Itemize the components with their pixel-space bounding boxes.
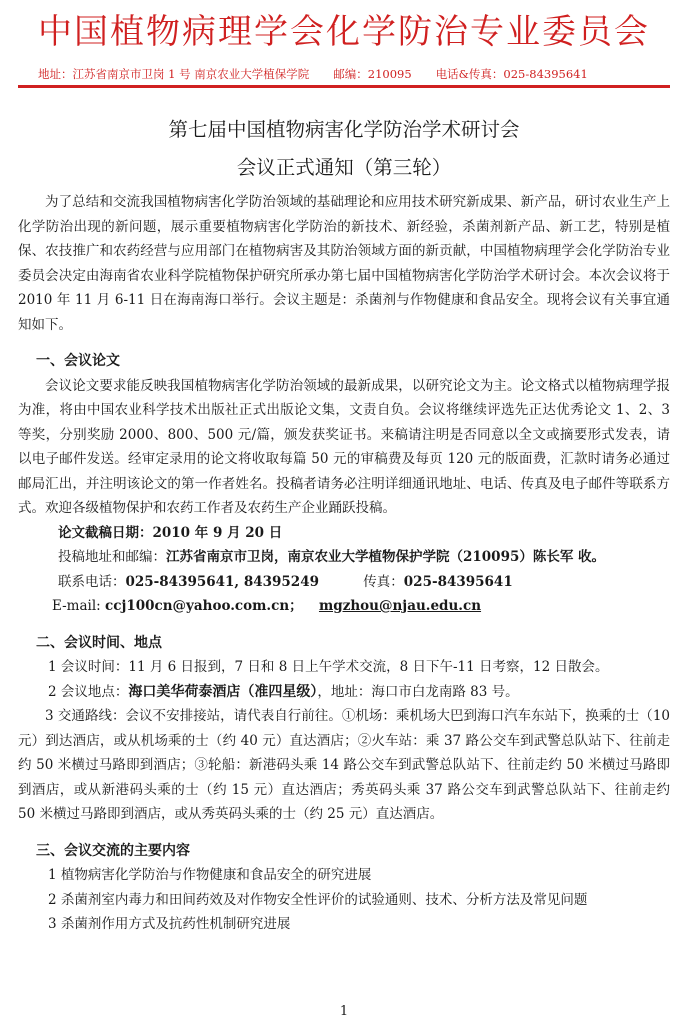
section-1-heading: 一、会议论文 <box>36 353 120 369</box>
topic-item: 2 杀菌剂室内毒力和田间药效及对作物安全性评价的试验通则、技术、分析方法及常见问题 <box>48 891 588 908</box>
place-prefix: 2 会议地点： <box>48 683 129 700</box>
email-label: E-mail: <box>52 598 101 614</box>
meeting-place <box>48 680 670 705</box>
topic-item: 1 植物病害化学防治与作物健康和食品安全的研究进展 <box>48 867 372 883</box>
email-line <box>52 594 670 619</box>
section-2-heading: 二、会议时间、地点 <box>36 634 162 651</box>
phone-value: 025-84395641, 84395249 <box>125 573 319 590</box>
hotel-name: 海口美华荷泰酒店（准四星级） <box>128 683 318 700</box>
org-name-header: 中国植物病理学会化学防治专业委员会 <box>38 12 650 52</box>
mail-address <box>58 545 670 570</box>
meeting-time: 1 会议时间：11 月 6 日报到，7 日和 8 日上午学术交流，8 日下午-11 日考察，12 日散会。 <box>48 659 609 675</box>
section-3-heading: 三、会议交流的主要内容 <box>36 842 190 859</box>
traffic-route: 3 交通路线：会议不安排接站，请代表自行前往。①机场：乘机场大巴到海口汽车东站下，换乘的士（10 元）到达酒店，或从机场乘的士（约 40 元）直达酒店；②火车站：乘 37 路公交车到武警总队站下、往前走约 50 米横过马路即到酒店；③轮船：新港码头乘 14 路公交车到武警总队站下、往前走约 50 米横过马路即到酒店，或从新港码头乘的士（约 15 元）直达酒店；秀英码头乘 37 路公交车到武警总队站下、往前走约 50 米横过马路即到酒店，或从秀英码头乘的士（约 25 元）直达酒店。 <box>18 708 670 822</box>
address-line <box>18 52 670 85</box>
phone-line <box>58 570 670 595</box>
email-link-2[interactable]: mgzhou@njau.edu.cn <box>318 598 482 614</box>
postcode: 邮编：210095 <box>333 67 412 81</box>
mail-label: 投稿地址和邮编： <box>58 549 166 565</box>
phone-fax: 电话&传真：025-84395641 <box>435 67 588 81</box>
place-suffix: ，地址：海口市白龙南路 83 号。 <box>317 683 519 700</box>
page-number: 1 <box>339 1003 349 1019</box>
header-divider <box>18 85 670 88</box>
mail-value: 江苏省南京市卫岗，南京农业大学植物保护学院（210095）陈长军 收。 <box>166 549 606 565</box>
address: 地址：江苏省南京市卫岗 1 号 南京农业大学植保学院 <box>38 67 310 81</box>
email-link-1[interactable]: ccj100cn@yahoo.com.cn； <box>105 598 303 614</box>
topic-item: 3 杀菌剂作用方式及抗药性机制研究进展 <box>48 916 291 932</box>
fax-label: 传真： <box>363 573 404 590</box>
phone-label: 联系电话： <box>58 573 126 590</box>
document-subtitle: 会议正式通知（第三轮） <box>236 156 452 179</box>
section-1-body: 会议论文要求能反映我国植物病害化学防治领域的最新成果，以研究论文为主。论文格式以植物病理学报为准，将由中国农业科学技术出版社正式出版论文集，文责自负。会议将继续评选先正达优秀论文 1、2、3 等奖，分别奖励 2000、800、500 元/篇，颁发获奖证书。来稿请注明是否同意以全文或摘要形式发表，请以电子邮件发送。经审定录用的论文将收取每篇 50 元的审稿费及每页 120 元的版面费，汇款时请务必通过邮局汇出，并注明该论文的第一作者姓名。投稿者请务必注明详细通讯地址、电话、传真及电子邮件等联系方式。欢迎各级植物保护和农药工作者及农药生产企业踊跃投稿。 <box>18 377 670 516</box>
intro-paragraph: 为了总结和交流我国植物病害化学防治领域的基础理论和应用技术研究新成果、新产品，研讨农业生产上化学防治出现的新问题，展示重要植物病害化学防治的新技术、新经验，杀菌剂新产品、新工艺，特别是植保、农技推广和农药经营与应用部门在植物病害及其防治领域方面的新贡献，中国植物病理学会化学防治专业委员会决定由海南省农业科学院植物保护研究所承办第七届中国植物病害化学防治学术研讨会。本次会议将于 2010 年 11 月 6-11 日在海南海口举行。会议主题是：杀菌剂与作物健康和食品安全。现将会议有关事宜通知如下。 <box>18 194 670 333</box>
document-title: 第七届中国植物病害化学防治学术研讨会 <box>168 118 520 141</box>
deadline: 论文截稿日期：2010 年 9 月 20 日 <box>58 524 283 541</box>
fax-value: 025-84395641 <box>403 573 513 590</box>
